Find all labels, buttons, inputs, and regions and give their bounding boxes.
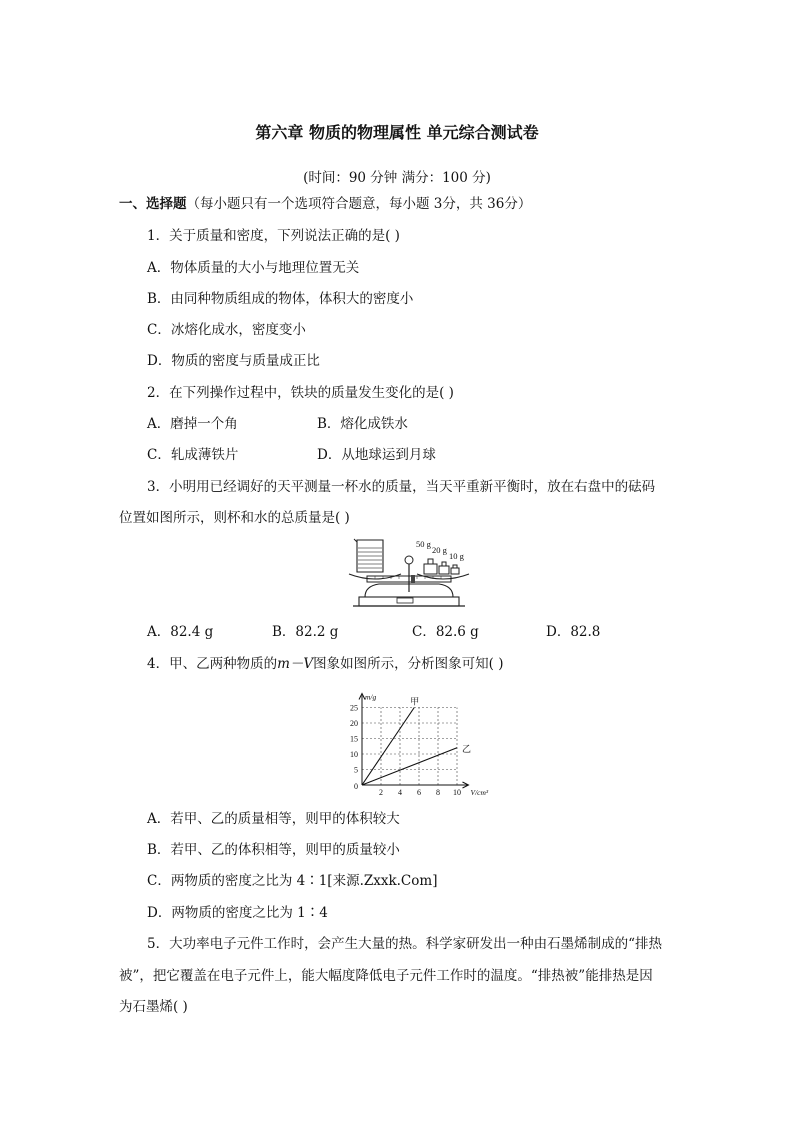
q4-option-a: A．若甲、乙的质量相等，则甲的体积较大	[147, 811, 400, 827]
q4-stem-post: 图象如图所示，分析图象可知( )	[313, 656, 504, 672]
q3-stem-line2: 位置如图所示，则杯和水的总质量是( )	[119, 510, 350, 526]
q2-option-b: B．熔化成铁水	[317, 416, 408, 432]
weight-20g-label: 20 g	[432, 545, 447, 555]
q1-stem: 1．关于质量和密度，下列说法正确的是( )	[147, 228, 400, 244]
y-tick-label: 10	[350, 750, 358, 759]
q3-option-a: A．82.4 g	[147, 624, 214, 640]
q2-option-c: C．轧成薄铁片	[147, 447, 239, 463]
q2-option-d: D．从地球运到月球	[317, 447, 436, 463]
series-line-2	[362, 748, 457, 785]
q2-stem: 2．在下列操作过程中，铁块的质量发生变化的是( )	[147, 385, 454, 401]
y-tick-label: 5	[354, 765, 358, 775]
q5-line1: 5．大功率电子元件工作时，会产生大量的热。科学家研发出一种由石墨烯制成的“排热	[147, 936, 662, 952]
q1-option-d: D．物质的密度与质量成正比	[147, 353, 320, 369]
y-axis-label: m/g	[365, 692, 377, 702]
series-label-2: 乙	[462, 743, 472, 754]
q1-option-b: B．由同种物质组成的物体，体积大的密度小	[147, 291, 414, 307]
m-v-chart	[334, 683, 489, 801]
balance-figure	[345, 534, 473, 612]
x-tick-label: 8	[436, 788, 440, 797]
q4-option-b: B．若甲、乙的体积相等，则甲的质量较小	[147, 842, 400, 858]
section-note: （每小题只有一个选项符合题意，每小题 3分，共 36分）	[186, 196, 532, 212]
q3-option-d: D．82.8	[546, 624, 601, 640]
section-title: 一、选择题	[119, 196, 187, 212]
q3-stem-line1: 3．小明用已经调好的天平测量一杯水的质量，当天平重新平衡时，放在右盘中的砝码	[147, 479, 656, 495]
series-label-1: 甲	[410, 696, 420, 707]
q4-option-d: D．两物质的密度之比为 1∶4	[147, 905, 328, 921]
y-tick-label: 15	[350, 734, 358, 744]
exam-info: (时间：90 分钟 满分：100 分)	[303, 170, 491, 186]
page-title: 第六章 物质的物理属性 单元综合测试卷	[255, 123, 539, 142]
x-axis-label: V/cm³	[470, 788, 489, 797]
origin-label: 0	[354, 782, 358, 791]
x-tick-label: 10	[453, 788, 461, 797]
y-tick-label: 20	[350, 719, 358, 728]
q1-option-c: C．冰熔化成水，密度变小	[147, 322, 306, 338]
q4-formula: m－V	[277, 656, 314, 672]
q4-option-c: C．两物质的密度之比为 4∶1[来源.Zxxk.Com]	[147, 873, 438, 889]
q1-option-a: A．物体质量的大小与地理位置无关	[147, 260, 360, 276]
section-heading	[119, 196, 531, 212]
q3-option-b: B．82.2 g	[272, 624, 339, 640]
series-line-1	[362, 708, 414, 786]
x-tick-label: 4	[398, 788, 402, 797]
q2-option-a: A．磨掉一个角	[147, 416, 238, 432]
q5-line3: 为石墨烯( )	[119, 999, 188, 1015]
q4-stem	[147, 656, 503, 672]
q5-line2: 被”，把它覆盖在电子元件上，能大幅度降低电子元件工作时的温度。“排热被”能排热是因	[119, 968, 653, 984]
x-tick-label: 2	[379, 788, 383, 797]
q4-stem-pre: 4．甲、乙两种物质的	[147, 656, 278, 672]
weight-50g-label: 50 g	[416, 539, 431, 549]
y-tick-label: 25	[350, 703, 358, 713]
q3-option-c: C．82.6 g	[412, 624, 479, 640]
x-tick-label: 6	[417, 788, 421, 797]
weight-10g-label: 10 g	[449, 551, 464, 561]
